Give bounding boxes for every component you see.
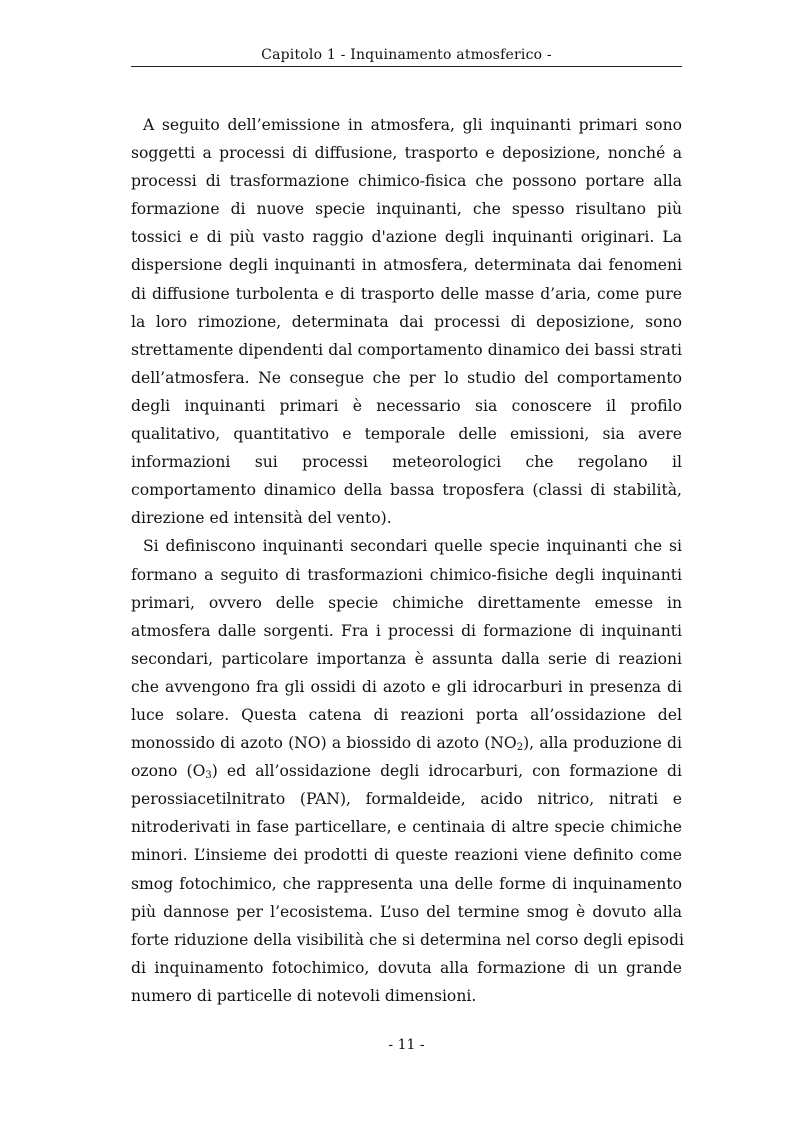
running-header: Capitolo 1 - Inquinamento atmosferico - [261,47,552,63]
paragraph-2-line: nitroderivati in fase particellare, e centinaia di altre specie chimiche [131,818,682,837]
paragraph-2-line: che avvengono fra gli ossidi di azoto e gli idrocarburi in presenza di [131,677,682,696]
paragraph-2-line: più dannose per l’ecosistema. L’uso del termine smog è dovuto alla [131,902,682,921]
paragraph-2-line-chem-o3 [131,757,682,785]
paragraph-1-line: comportamento dinamico della bassa troposfera (classi di stabilità, [131,481,682,500]
paragraph-2-line: atmosfera dalle sorgenti. Fra i processi di formazione di inquinanti [131,621,682,640]
header-rule [131,66,682,67]
paragraph-2-line: secondari, particolare importanza è assunta dalla serie di reazioni [131,649,682,668]
paragraph-1-line: qualitativo, quantitativo e temporale delle emissioni, sia avere [131,425,682,444]
paragraph-1-line: strettamente dipendenti dal comportamento dinamico dei bassi strati [131,340,682,359]
paragraph-1-line: degli inquinanti primari è necessario sia conoscere il profilo [131,396,682,415]
paragraph-1-line: soggetti a processi di diffusione, trasporto e deposizione, nonché a [131,144,682,163]
paragraph-2-line: primari, ovvero delle specie chimiche direttamente emesse in [131,593,682,612]
text-segment: ozono (O [131,762,206,781]
paragraph-2-line: perossiacetilnitrato (PAN), formaldeide, acido nitrico, nitrati e [131,790,682,809]
paragraph-1-line: A seguito dell’emissione in atmosfera, gli inquinanti primari sono [143,116,682,134]
subscript: 3 [205,770,212,782]
paragraph-2-line-chem-no2 [131,729,682,757]
paragraph-2-line: Si definiscono inquinanti secondari quelle specie inquinanti che si [143,537,682,556]
paragraph-1-line: tossici e di più vasto raggio d'azione degli inquinanti originari. La [131,228,682,247]
paragraph-1-line: processi di trasformazione chimico-fisica che possono portare alla [131,172,682,191]
paragraph-1-line: direzione ed intensità del vento). [131,509,392,528]
text-segment: ) ed all’ossidazione degli idrocarburi, con formazione di [211,762,683,781]
paragraph-1 [131,111,682,532]
subscript: 2 [516,742,524,754]
body-text [131,111,682,1010]
paragraph-2-line: minori. L’insieme dei prodotti di queste reazioni viene definito come [131,846,682,865]
paragraph-1-line: dell’atmosfera. Ne consegue che per lo studio del comportamento [131,368,682,387]
paragraph-1-line: dispersione degli inquinanti in atmosfera, determinata dai fenomeni [131,256,682,275]
text-segment: monossido di azoto (NO) a biossido di azoto (NO [131,734,517,753]
paragraph-1-line: informazioni sui processi meteorologici che regolano il [131,453,682,472]
paragraph-1-line: di diffusione turbolenta e di trasporto delle masse d’aria, come pure [131,284,682,303]
paragraph-2-line: formano a seguito di trasformazioni chimico-fisiche degli inquinanti [131,565,682,584]
paragraph-1-line: formazione di nuove specie inquinanti, che spesso risultano più [131,200,682,219]
paragraph-2-line: smog fotochimico, che rappresenta una delle forme di inquinamento [131,874,682,893]
paragraph-2-line: di inquinamento fotochimico, dovuta alla formazione di un grande [131,958,682,977]
paragraph-2-line: luce solare. Questa catena di reazioni porta all’ossidazione del [131,705,682,724]
paragraph-2-line: numero di particelle di notevoli dimensioni. [131,986,477,1005]
paragraph-1-line: la loro rimozione, determinata dai processi di deposizione, sono [131,312,682,331]
paragraph-2-line: forte riduzione della visibilità che si determina nel corso degli episodi [131,930,684,949]
page-number: - 11 - [388,1037,425,1053]
paragraph-2 [131,532,682,1010]
text-segment: ), alla produzione di [523,734,682,753]
